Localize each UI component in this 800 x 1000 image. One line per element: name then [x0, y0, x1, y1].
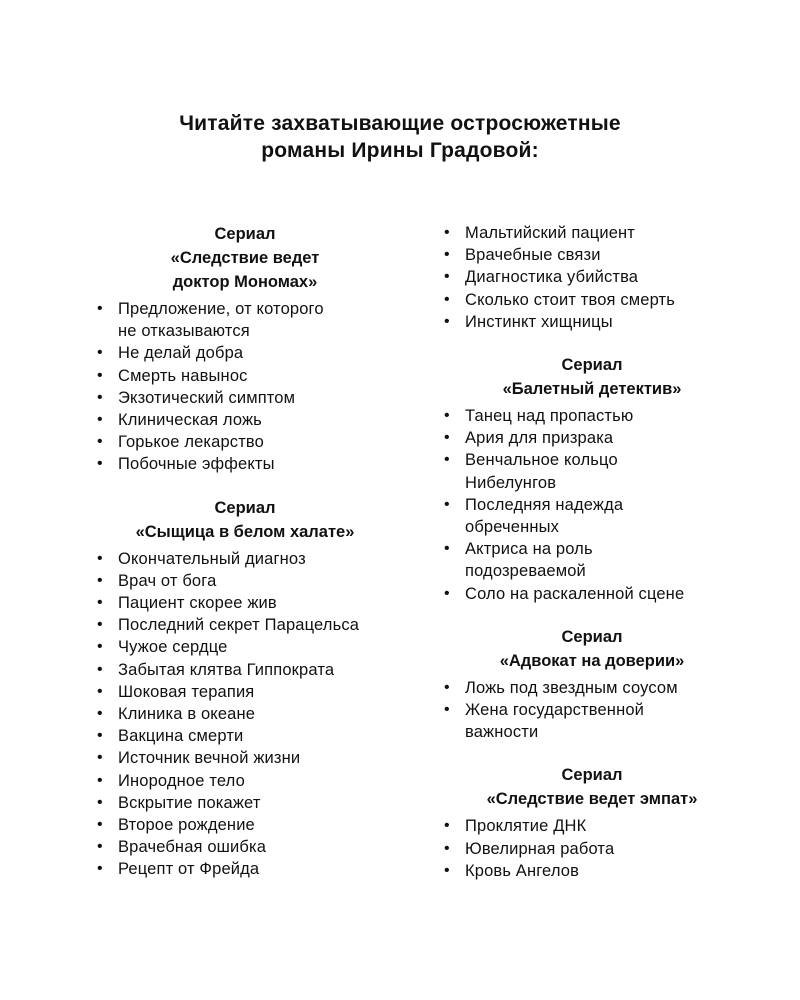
bullet-icon: •: [97, 411, 103, 429]
book-title-line: Инстинкт хищницы: [465, 312, 613, 331]
bullet-icon: •: [97, 344, 103, 362]
book-title-line: подозреваемой: [465, 562, 586, 581]
bullet-icon: •: [444, 678, 450, 696]
book-title-line: Вскрытие покажет: [118, 793, 261, 812]
book-title-line: Нибелунгов: [465, 473, 557, 492]
bullet-icon: •: [444, 312, 450, 330]
book-title-line: Последний секрет Парацельса: [118, 616, 360, 635]
series-section: [442, 353, 762, 605]
section-spacer: [442, 743, 762, 763]
book-item: [95, 747, 415, 769]
book-title-line: не отказываются: [118, 322, 250, 341]
book-item: [95, 570, 415, 592]
bullet-icon: •: [444, 540, 450, 558]
bullet-icon: •: [444, 451, 450, 469]
book-title-line: Окончательный диагноз: [118, 549, 306, 568]
book-list: [442, 222, 762, 333]
bullet-icon: •: [444, 861, 450, 879]
bullet-icon: •: [97, 838, 103, 856]
book-list: [442, 815, 762, 882]
series-title: доктор Мономах»: [172, 273, 318, 291]
book-title-line: Проклятие ДНК: [465, 817, 587, 836]
book-item: [442, 838, 762, 860]
series-title: «Сыщица в белом халате»: [135, 522, 355, 541]
bullet-icon: •: [97, 571, 103, 589]
book-item: [95, 681, 415, 703]
series-section: [442, 222, 762, 333]
series-title: «Балетный детектив»: [502, 380, 682, 399]
bullet-icon: •: [97, 727, 103, 745]
book-title-line: Второе рождение: [118, 816, 255, 835]
bullet-icon: •: [97, 549, 103, 567]
book-item: [442, 427, 762, 449]
bullet-icon: •: [444, 407, 450, 425]
book-title-line: Ложь под звездным соусом: [465, 678, 678, 697]
title-line-1: Читайте захватывающие остросюжетные: [179, 112, 621, 135]
book-title-line: Последняя надежда: [465, 495, 624, 514]
bullet-icon: •: [444, 224, 450, 241]
bullet-icon: •: [444, 290, 450, 308]
book-item: [442, 583, 762, 605]
book-item: [95, 387, 415, 409]
book-title-line: Врачебная ошибка: [118, 838, 267, 857]
book-item: [442, 405, 762, 427]
series-title: «Следствие ведет эмпат»: [486, 790, 698, 809]
series-title: «Адвокат на доверии»: [499, 651, 685, 670]
bullet-icon: •: [97, 594, 103, 612]
series-label: Сериал: [214, 225, 276, 243]
bullet-icon: •: [97, 433, 103, 451]
book-list: [442, 677, 762, 744]
book-item: [442, 289, 762, 311]
series-section: [95, 222, 415, 476]
book-title-line: Ария для призрака: [465, 429, 614, 448]
bullet-icon: •: [97, 705, 103, 723]
book-title-line: Не делай добра: [118, 344, 244, 363]
bullet-icon: •: [97, 455, 103, 473]
book-item: [442, 244, 762, 266]
bullet-icon: •: [97, 616, 103, 634]
book-title-line: Побочные эффекты: [118, 455, 275, 474]
book-item: [442, 860, 762, 882]
section-spacer: [442, 333, 762, 353]
bullet-icon: •: [97, 860, 103, 878]
left-column: [95, 222, 415, 881]
book-item: [95, 548, 415, 570]
series-label: Сериал: [561, 627, 623, 646]
bullet-icon: •: [444, 495, 450, 513]
bullet-icon: •: [97, 793, 103, 811]
series-section: [95, 496, 415, 881]
book-title-line: Сколько стоит твоя смерть: [465, 290, 675, 309]
bullet-icon: •: [444, 246, 450, 264]
section-spacer: [442, 605, 762, 625]
book-title-line: Чужое сердце: [118, 638, 228, 657]
bullet-icon: •: [444, 817, 450, 835]
book-title-line: Шоковая терапия: [118, 682, 255, 701]
bullet-icon: •: [97, 366, 103, 384]
bullet-icon: •: [97, 771, 103, 789]
book-item: [95, 725, 415, 747]
book-title-line: Мальтийский пациент: [465, 224, 635, 242]
book-item: [442, 699, 762, 743]
bullet-icon: •: [97, 638, 103, 656]
series-label: Сериал: [561, 356, 623, 375]
book-item: [95, 409, 415, 431]
book-title-line: важности: [465, 723, 539, 742]
section-spacer: [95, 476, 415, 496]
right-column: [442, 222, 762, 882]
bullet-icon: •: [444, 839, 450, 857]
book-item: [442, 449, 762, 493]
book-item: [442, 266, 762, 288]
book-list: [95, 298, 415, 476]
book-item: [95, 431, 415, 453]
book-item: [442, 494, 762, 538]
book-item: [95, 614, 415, 636]
book-title-line: Экзотический симптом: [118, 388, 296, 407]
book-title-line: Пациент скорее жив: [118, 594, 277, 613]
book-title-line: Рецепт от Фрейда: [118, 860, 260, 879]
bullet-icon: •: [97, 388, 103, 406]
series-section: [442, 763, 762, 882]
title-line-2: романы Ирины Градовой:: [261, 139, 539, 162]
series-label: Сериал: [561, 766, 623, 785]
book-title-line: Смерть навынос: [118, 366, 248, 385]
book-title-line: Вакцина смерти: [118, 727, 244, 746]
book-title-line: Диагностика убийства: [465, 268, 639, 287]
book-item: [95, 298, 415, 342]
bullet-icon: •: [444, 268, 450, 286]
book-item: [95, 636, 415, 658]
book-item: [95, 453, 415, 475]
bullet-icon: •: [97, 682, 103, 700]
book-title-line: Соло на раскаленной сцене: [465, 584, 685, 603]
bullet-icon: •: [444, 429, 450, 447]
book-item: [95, 703, 415, 725]
book-item: [95, 792, 415, 814]
book-item: [442, 677, 762, 699]
book-item: [95, 836, 415, 858]
book-title-line: Горькое лекарство: [118, 433, 264, 452]
book-list: [95, 548, 415, 881]
book-title-line: Ювелирная работа: [465, 839, 615, 858]
book-title-line: Забытая клятва Гиппократа: [118, 660, 335, 679]
book-item: [442, 222, 762, 244]
series-section: [442, 625, 762, 744]
book-title-line: Жена государственной: [465, 701, 645, 720]
book-item: [95, 858, 415, 880]
bullet-icon: •: [97, 816, 103, 834]
book-title-line: Танец над пропастью: [465, 407, 634, 426]
book-list: [442, 405, 762, 605]
bullet-icon: •: [444, 701, 450, 719]
book-title-line: Врач от бога: [118, 571, 217, 590]
book-title-line: Клиническая ложь: [118, 411, 262, 430]
book-item: [95, 592, 415, 614]
series-title: «Следствие ведет: [170, 249, 320, 267]
bullet-icon: •: [97, 300, 103, 317]
book-item: [95, 659, 415, 681]
bullet-icon: •: [444, 584, 450, 602]
book-item: [95, 365, 415, 387]
book-item: [95, 342, 415, 364]
book-item: [442, 538, 762, 582]
page-title: [0, 110, 800, 164]
bullet-icon: •: [97, 749, 103, 767]
book-title-line: Клиника в океане: [118, 705, 256, 724]
book-title-line: Предложение, от которого: [118, 300, 324, 318]
book-title-line: Источник вечной жизни: [118, 749, 301, 768]
book-title-line: Актриса на роль: [465, 540, 593, 559]
book-title-line: Инородное тело: [118, 771, 245, 790]
book-title-line: обреченных: [465, 518, 560, 537]
series-label: Сериал: [214, 498, 276, 517]
book-title-line: Кровь Ангелов: [465, 861, 580, 880]
book-item: [95, 770, 415, 792]
book-item: [442, 311, 762, 333]
book-title-line: Венчальное кольцо: [465, 451, 618, 470]
bullet-icon: •: [97, 660, 103, 678]
book-item: [442, 815, 762, 837]
book-item: [95, 814, 415, 836]
book-title-line: Врачебные связи: [465, 246, 601, 265]
